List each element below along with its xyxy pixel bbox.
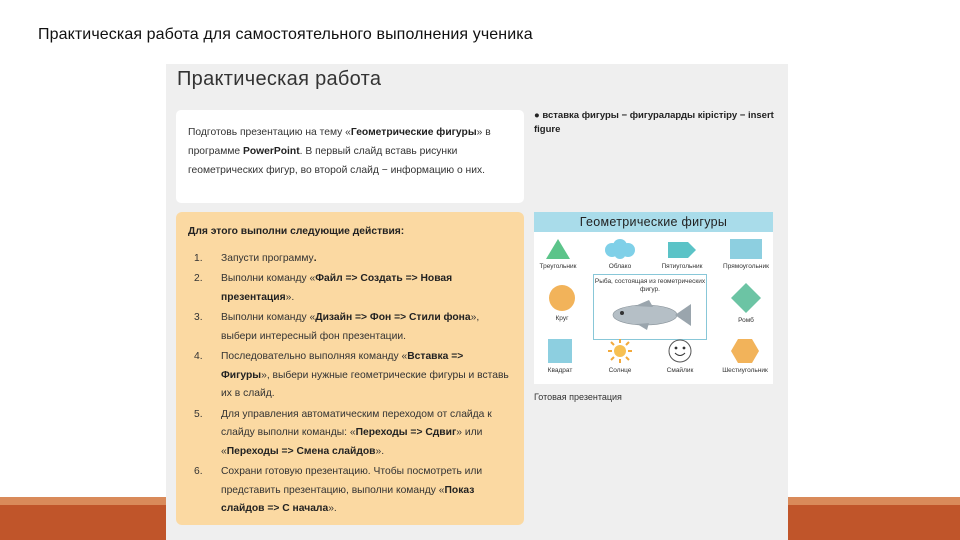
panel-title: Практическая работа [177, 68, 382, 90]
shape-rhombus [724, 282, 768, 324]
steps-card [176, 212, 524, 525]
task-card [176, 110, 524, 203]
step-number: 6. [194, 466, 203, 477]
shape-label: Облако [608, 263, 632, 270]
fish-icon [605, 298, 695, 332]
hexagon-icon [730, 338, 760, 364]
step-number: 5. [194, 408, 203, 420]
step-text-part: Последовательно выполняя команду « [221, 351, 408, 362]
step-number: 3. [194, 312, 203, 323]
step-item [188, 348, 512, 404]
task-text: » в программе [188, 127, 491, 157]
step-text [210, 406, 512, 462]
task-program: PowerPoint [242, 146, 300, 157]
step-text-part: Запусти программу [221, 252, 314, 264]
shape-rectangle [720, 238, 772, 270]
shape-label: Прямоугольник [723, 263, 769, 270]
shape-label: Ромб [738, 317, 754, 324]
pentagon-icon [666, 238, 698, 260]
shape-pentagon [654, 238, 710, 270]
step-text [210, 348, 512, 404]
step-bold: Дизайн => Фон => Стили фона [315, 312, 471, 323]
step-text [210, 250, 512, 269]
shape-label: Смайлик [666, 367, 694, 374]
shape-cloud [598, 238, 642, 270]
step-number: 1. [194, 252, 203, 264]
rectangle-icon [729, 238, 763, 260]
step-text-part: Сохрани готовую презентацию. Чтобы посмотреть или представить презентацию, выполни команду « [221, 466, 483, 496]
step-text-part: » или « [221, 427, 483, 457]
step-bold: . [313, 252, 317, 264]
shape-label: Солнце [608, 367, 632, 374]
step-bold: Переходы => Смена слайдов [226, 445, 376, 457]
shape-label: Круг [555, 315, 569, 322]
fish-caption: Рыба, состоящая из геометрических фигур. [594, 278, 706, 293]
shape-hexagon [718, 338, 772, 374]
step-text-part: ». [285, 291, 295, 303]
step-text [210, 270, 512, 307]
shape-label: Треугольник [539, 263, 577, 270]
steps-heading: Для этого выполни следующие действия: [188, 226, 405, 237]
geo-caption: Готовая презентация [534, 392, 622, 402]
shape-sun [600, 338, 640, 374]
slide-title: Практическая работа для самостоятельного выполнения ученика [38, 26, 533, 43]
sun-icon [607, 338, 633, 364]
fish-illustration [593, 274, 707, 340]
step-number: 4. [194, 351, 203, 362]
step-text-part: Выполни команду « [221, 312, 316, 323]
step-item [188, 270, 512, 307]
step-item [188, 463, 512, 519]
step-text-part: ». [328, 503, 337, 514]
smiley-icon [667, 338, 693, 364]
rhombus-icon [730, 282, 762, 314]
step-text-part: ». [375, 445, 385, 457]
step-item [188, 309, 512, 346]
step-text [210, 463, 512, 519]
step-item [188, 250, 512, 269]
shape-label: Шестиугольник [722, 367, 768, 374]
shape-label: Квадрат [547, 367, 573, 374]
shape-label: Пятиугольник [661, 263, 703, 270]
shape-smiley [658, 338, 702, 374]
step-bold: Показ слайдов => С начала [221, 484, 475, 514]
triangle-icon [545, 238, 571, 260]
step-number: 2. [194, 273, 203, 284]
step-text [210, 309, 512, 346]
cloud-icon [603, 238, 637, 260]
shape-triangle [538, 238, 578, 270]
geo-header: Геометрические фигуры [534, 212, 773, 232]
step-item [188, 406, 512, 462]
step-bold: Вставка => Фигуры [221, 351, 464, 381]
step-text-part: », выбери нужные геометрические фигуры и вставь их в слайд. [221, 369, 509, 399]
step-bold: Файл => Создать => Новая презентация [221, 273, 453, 303]
task-text: . В первый слайд вставь рисунки геометрических фигур, во второй слайд − информацию о них. [188, 146, 486, 176]
steps-list [188, 250, 512, 519]
circle-icon [548, 284, 576, 312]
geometric-figures-slide [534, 212, 773, 384]
task-topic: Геометрические фигуры [350, 127, 477, 138]
shape-square [540, 338, 580, 374]
step-text-part: », выбери интересный фон презентации. [221, 312, 480, 342]
step-bold: Переходы => Сдвиг [355, 427, 457, 438]
translation-note: ● вставка фигуры − фигураларды кірістіру − insert figure [534, 110, 774, 135]
shape-circle [542, 284, 582, 322]
step-text-part: Выполни команду « [221, 273, 316, 284]
step-text-part: Для управления автоматическим переходом от слайда к слайду выполни команды: « [221, 408, 492, 438]
content-panel [166, 64, 788, 540]
task-text: Подготовь презентацию на тему « [188, 127, 351, 138]
square-icon [547, 338, 573, 364]
